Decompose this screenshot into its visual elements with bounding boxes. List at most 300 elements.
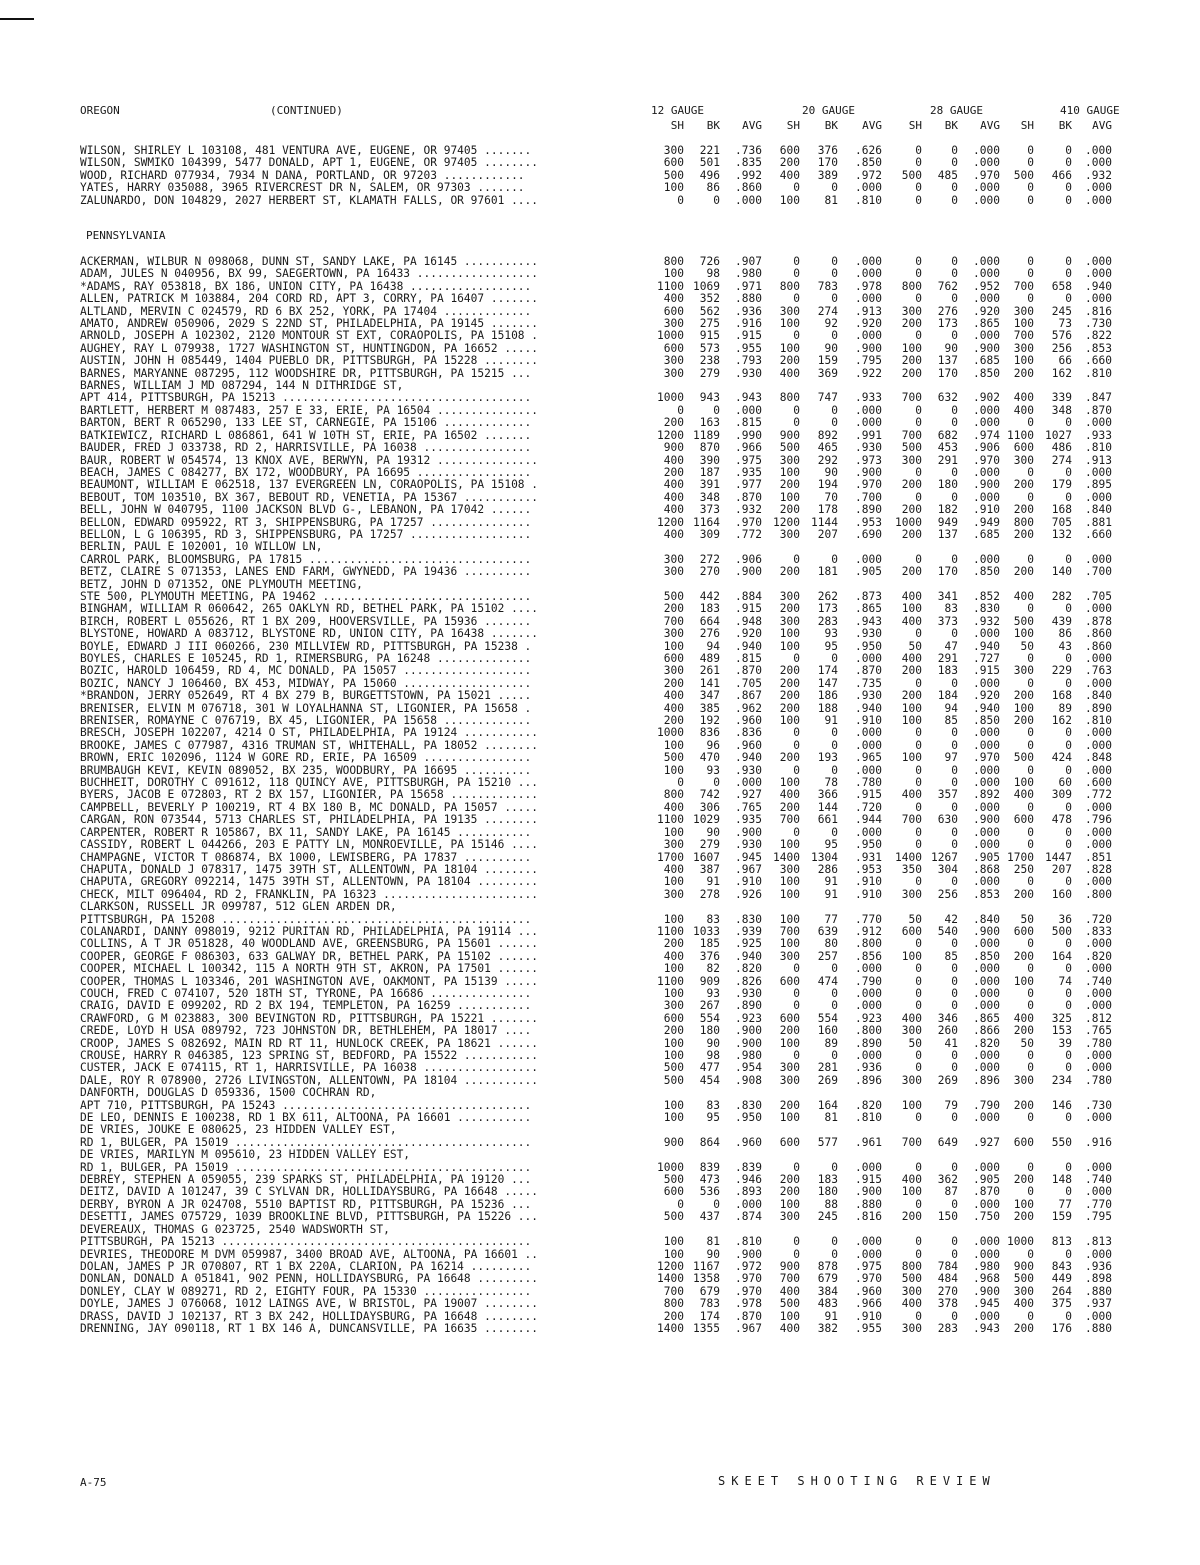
score-cell: 536	[699, 1186, 720, 1199]
shooter-entry: PITTSBURGH, PA 15208 ..............................................	[80, 913, 532, 926]
score-cell: 0	[1027, 1062, 1034, 1075]
score-cell: .000	[973, 293, 1000, 306]
score-cell: 836	[699, 727, 720, 740]
score-cell: 352	[699, 293, 720, 306]
score-cell: 200	[663, 1025, 684, 1038]
shooter-entry: COOPER, GEORGE F 086303, 633 GALWAY DR, BETHEL PARK, PA 15102 ......	[80, 950, 539, 963]
score-cell: .940	[1085, 280, 1112, 293]
score-cell: 141	[699, 677, 720, 690]
score-cell: 200	[663, 677, 684, 690]
score-cell: .930	[855, 442, 882, 455]
score-cell: .955	[855, 1322, 882, 1335]
score-cell: 0	[915, 975, 922, 988]
score-cell	[882, 1087, 922, 1099]
score-cell: 36	[1058, 913, 1072, 926]
score-cell: 200	[779, 1174, 800, 1187]
score-cell: .000	[973, 466, 1000, 479]
score-cell: 0	[793, 826, 800, 839]
score-cell: 200	[779, 690, 800, 703]
score-cell: 384	[817, 1285, 838, 1298]
score-cell: .952	[973, 280, 1000, 293]
score-cell: 1700	[657, 851, 684, 864]
score-cell: 180	[937, 479, 958, 492]
score-cell: 92	[824, 318, 838, 331]
score-cell: 0	[1027, 268, 1034, 281]
score-cell: 0	[915, 182, 922, 195]
score-cell: .868	[973, 863, 1000, 876]
score-cell: .902	[973, 392, 1000, 405]
score-cell: 300	[663, 355, 684, 368]
table-row	[80, 1149, 1112, 1161]
score-cell: .915	[973, 665, 1000, 678]
score-cell: .933	[1085, 429, 1112, 442]
score-cell: 100	[779, 888, 800, 901]
score-cell: .960	[855, 1285, 882, 1298]
score-cell: 0	[713, 404, 720, 417]
score-cell: .000	[973, 628, 1000, 641]
score-cell: 900	[779, 429, 800, 442]
score-cell: .730	[1085, 1099, 1112, 1112]
score-cell: 400	[779, 169, 800, 182]
table-row	[80, 876, 1112, 888]
score-cell	[838, 1124, 882, 1136]
score-cell	[720, 901, 762, 913]
score-cell: .000	[973, 417, 1000, 430]
score-cell: 148	[1051, 1174, 1072, 1187]
score-cell: .970	[973, 169, 1000, 182]
score-cell: 0	[1065, 1161, 1072, 1174]
state-heading: OREGON	[80, 104, 120, 117]
score-cell: .930	[735, 764, 762, 777]
score-cell: 0	[1065, 839, 1072, 852]
score-cell: 366	[817, 789, 838, 802]
shooter-entry: DE LEO, DENNIS E 100238, RD 1 BX 611, ALTOONA, PA 16601 ...........	[80, 1112, 532, 1125]
score-cell: 90	[944, 342, 958, 355]
score-cell: 400	[901, 590, 922, 603]
score-cell: .815	[735, 653, 762, 665]
score-cell: 200	[779, 702, 800, 715]
score-cell: 89	[824, 1037, 838, 1050]
score-cell: 1033	[693, 925, 720, 938]
score-cell: 200	[1013, 690, 1034, 703]
score-cell: 424	[1051, 752, 1072, 765]
score-cell: 1400	[895, 851, 922, 864]
table-row	[80, 1186, 1112, 1198]
score-cell: .974	[973, 429, 1000, 442]
score-cell: 0	[951, 1112, 958, 1125]
score-cell: 164	[1051, 950, 1072, 963]
score-cell: .690	[855, 528, 882, 541]
score-cell: .727	[973, 653, 1000, 665]
score-cell: 783	[817, 280, 838, 293]
table-row	[80, 703, 1112, 715]
shooter-entry: COLANARDI, DANNY 098019, 9212 PURITAN RD, PHILADELPHIA, PA 19114 ...	[80, 925, 539, 938]
score-cell: 400	[901, 615, 922, 628]
score-cell: 0	[1065, 826, 1072, 839]
score-cell: .000	[1085, 417, 1112, 430]
score-cell: 100	[1013, 702, 1034, 715]
score-cell: 449	[1051, 1273, 1072, 1286]
score-cell: 100	[663, 876, 684, 889]
score-cell: .980	[973, 1260, 1000, 1273]
score-cell: 286	[817, 863, 838, 876]
score-cell: 200	[1013, 528, 1034, 541]
score-cell: 742	[699, 789, 720, 802]
score-cell: 0	[831, 1161, 838, 1174]
score-cell: 0	[1065, 194, 1072, 207]
table-row	[80, 1286, 1112, 1298]
shooter-entry: BYERS, JACOB E 072803, RT 2 BX 157, LIGONIER, PA 15658 .............	[80, 789, 539, 802]
table-row	[80, 330, 1112, 342]
score-cell: 0	[1065, 1186, 1072, 1199]
score-cell: 473	[699, 1174, 720, 1187]
score-cell: .884	[735, 590, 762, 603]
score-cell: .937	[1085, 1298, 1112, 1311]
score-cell: 200	[663, 715, 684, 728]
score-cell: .000	[855, 404, 882, 417]
table-row	[80, 256, 1112, 268]
score-cell: 100	[901, 715, 922, 728]
table-row	[80, 430, 1112, 442]
score-cell: 1000	[657, 1161, 684, 1174]
score-cell: 50	[908, 1037, 922, 1050]
score-cell: .790	[855, 975, 882, 988]
score-cell: 0	[831, 826, 838, 839]
score-cell: .000	[1085, 1310, 1112, 1323]
score-cell: 300	[1013, 665, 1034, 678]
score-cell: 275	[699, 318, 720, 331]
score-cell: 0	[1065, 491, 1072, 504]
score-cell: .000	[1085, 801, 1112, 814]
shooter-entry: ARNOLD, JOSEPH A 102302, 2120 MONTOUR ST EXT, CORAOPOLIS, PA 15108 .	[80, 330, 539, 343]
score-cell: 100	[779, 466, 800, 479]
score-cell: 0	[1027, 1161, 1034, 1174]
score-cell: 0	[1065, 466, 1072, 479]
shooter-entry: COUCH, FRED C 074107, 520 18TH ST, TYRONE, PA 16686 ...............	[80, 987, 532, 1000]
score-cell: 0	[1065, 1062, 1072, 1075]
score-cell: .000	[973, 553, 1000, 566]
score-cell: 341	[937, 590, 958, 603]
score-cell: .000	[735, 1198, 762, 1211]
score-cell: 437	[699, 1211, 720, 1224]
score-cell: .920	[735, 628, 762, 641]
score-cell: .000	[1085, 1000, 1112, 1013]
table-row	[80, 1298, 1112, 1310]
score-cell: .815	[735, 417, 762, 430]
score-cell: .910	[973, 504, 1000, 517]
score-cell: .810	[1085, 367, 1112, 380]
score-cell: 86	[706, 182, 720, 195]
score-cell: 0	[915, 764, 922, 777]
score-cell: 474	[817, 975, 838, 988]
score-cell: 348	[1051, 404, 1072, 417]
score-cell: 400	[663, 479, 684, 492]
column-subheader: AVG	[980, 119, 1000, 132]
score-cell: .910	[735, 876, 762, 889]
score-cell: 600	[1013, 442, 1034, 455]
score-cell: .880	[1085, 1322, 1112, 1335]
score-cell: 348	[699, 491, 720, 504]
score-cell: 100	[901, 603, 922, 616]
score-cell: .896	[855, 1074, 882, 1087]
score-cell: 0	[793, 268, 800, 281]
score-cell: 147	[817, 677, 838, 690]
score-cell: 162	[1051, 715, 1072, 728]
score-cell: .905	[855, 566, 882, 579]
score-cell: 0	[793, 1236, 800, 1249]
score-cell: 100	[663, 987, 684, 1000]
score-cell	[922, 1224, 958, 1236]
shooter-entry: CRAWFORD, G M 023883, 300 BEVINGTON RD, PITTSBURGH, PA 15221 .......	[80, 1012, 539, 1025]
score-cell: .900	[973, 1285, 1000, 1298]
score-cell: 300	[663, 628, 684, 641]
table-row	[80, 715, 1112, 727]
score-cell: 200	[779, 752, 800, 765]
score-cell: .820	[855, 1099, 882, 1112]
score-cell: .000	[1085, 677, 1112, 690]
score-cell: 0	[713, 1198, 720, 1211]
score-cell: 540	[937, 925, 958, 938]
score-cell: 83	[706, 1099, 720, 1112]
score-cell: 500	[1013, 1273, 1034, 1286]
score-cell: 0	[951, 417, 958, 430]
score-cell: .853	[1085, 342, 1112, 355]
score-cell: .943	[855, 615, 882, 628]
score-cell: .900	[973, 814, 1000, 827]
score-cell: 0	[1027, 256, 1034, 268]
score-cell: 0	[915, 1248, 922, 1261]
score-cell: 300	[779, 863, 800, 876]
score-cell: .000	[973, 330, 1000, 343]
table-row	[80, 380, 1112, 392]
score-cell: 91	[824, 876, 838, 889]
score-cell: 100	[779, 777, 800, 790]
column-subheader: SH	[908, 119, 922, 132]
score-cell: 0	[793, 1000, 800, 1013]
shooter-entry: DESETTI, JAMES 075729, 1039 BROOKLINE BLVD, PITTSBURGH, PA 15226 ...	[80, 1211, 539, 1224]
score-cell: .943	[735, 392, 762, 405]
score-cell: 0	[831, 739, 838, 752]
score-cell: 900	[663, 442, 684, 455]
score-cell: 300	[901, 1074, 922, 1087]
score-cell: 137	[937, 528, 958, 541]
score-cell: .820	[1085, 950, 1112, 963]
score-cell: 600	[779, 1012, 800, 1025]
score-cell: 783	[699, 1298, 720, 1311]
score-cell: .000	[855, 417, 882, 430]
score-cell: 90	[706, 1037, 720, 1050]
score-cell: .660	[1085, 355, 1112, 368]
score-cell	[684, 901, 720, 913]
score-cell: 200	[901, 690, 922, 703]
score-cell: 0	[951, 1000, 958, 1013]
score-cell: 300	[779, 1211, 800, 1224]
score-cell: 800	[663, 256, 684, 268]
score-cell: 0	[1065, 182, 1072, 195]
score-cell: .822	[1085, 330, 1112, 343]
score-cell: 483	[817, 1298, 838, 1311]
score-cell: 89	[1058, 702, 1072, 715]
score-cell	[838, 541, 882, 553]
score-cell: .000	[973, 876, 1000, 889]
score-cell: 0	[951, 801, 958, 814]
score-cell: 300	[779, 305, 800, 318]
table-row	[80, 1013, 1112, 1025]
score-cell: .840	[1085, 504, 1112, 517]
score-cell: 100	[663, 913, 684, 926]
score-cell: 96	[706, 739, 720, 752]
score-cell: 47	[944, 640, 958, 653]
score-cell: .920	[855, 318, 882, 331]
score-cell: 0	[1027, 826, 1034, 839]
score-cell: 100	[663, 1112, 684, 1125]
score-cell: 0	[1027, 1248, 1034, 1261]
score-cell: .870	[1085, 404, 1112, 417]
score-cell: .881	[1085, 516, 1112, 529]
score-cell	[838, 579, 882, 591]
score-cell: .971	[735, 280, 762, 293]
score-cell: 0	[793, 417, 800, 430]
score-cell: 173	[817, 603, 838, 616]
score-cell: 0	[831, 404, 838, 417]
score-cell: .735	[855, 677, 882, 690]
score-cell: 400	[663, 801, 684, 814]
score-cell	[1034, 541, 1072, 553]
score-cell: .830	[735, 1099, 762, 1112]
score-cell: 0	[1027, 1310, 1034, 1323]
score-cell: .926	[735, 888, 762, 901]
score-cell: 86	[1058, 628, 1072, 641]
score-cell: 600	[663, 653, 684, 665]
score-cell: 0	[793, 293, 800, 306]
score-cell	[882, 1149, 922, 1161]
score-cell: 500	[663, 1074, 684, 1087]
score-cell: 0	[677, 1198, 684, 1211]
score-cell: 0	[951, 938, 958, 951]
score-cell	[644, 1124, 684, 1136]
score-cell: 439	[1051, 615, 1072, 628]
score-cell: .685	[973, 355, 1000, 368]
score-cell: .810	[855, 1112, 882, 1125]
score-cell: 269	[817, 1074, 838, 1087]
score-cell: 200	[1013, 1322, 1034, 1335]
score-cell: 100	[779, 628, 800, 641]
score-cell: 400	[663, 491, 684, 504]
score-cell	[684, 1124, 720, 1136]
score-cell: 0	[1027, 653, 1034, 665]
score-cell: .000	[1085, 653, 1112, 665]
score-cell: 200	[779, 1186, 800, 1199]
score-cell: 91	[824, 888, 838, 901]
score-cell: 0	[831, 1050, 838, 1062]
score-cell: 1447	[1045, 851, 1072, 864]
score-cell: 400	[1013, 789, 1034, 802]
shooter-entry: YATES, HARRY 035088, 3965 RIVERCREST DR N, SALEM, OR 97303 .......	[80, 182, 525, 195]
score-cell: .839	[735, 1161, 762, 1174]
top-rule	[0, 18, 34, 20]
score-cell: 168	[1051, 504, 1072, 517]
score-cell: 306	[699, 801, 720, 814]
score-cell: 0	[1065, 1248, 1072, 1261]
score-cell: .770	[1085, 1198, 1112, 1211]
score-cell: 300	[663, 665, 684, 678]
score-cell: 100	[663, 826, 684, 839]
shooter-entry: BETZ, JOHN D 071352, ONE PLYMOUTH MEETING,	[80, 578, 363, 591]
score-cell: 132	[1051, 528, 1072, 541]
score-cell: 0	[831, 987, 838, 1000]
score-cell: .900	[735, 566, 762, 579]
score-cell: .795	[1085, 1211, 1112, 1224]
score-cell: 500	[901, 169, 922, 182]
score-cell: 0	[1065, 417, 1072, 430]
score-cell: .916	[1085, 1136, 1112, 1149]
score-cell: .820	[735, 963, 762, 976]
score-cell	[958, 380, 1000, 392]
score-cell: 146	[1051, 1099, 1072, 1112]
score-cell: .932	[1085, 169, 1112, 182]
score-cell: 0	[793, 256, 800, 268]
shooter-entry: BARTON, BERT R 065290, 133 LEE ST, CARNEGIE, PA 15106 .............	[80, 417, 532, 430]
score-cell: 0	[915, 987, 922, 1000]
score-cell: 0	[1027, 839, 1034, 852]
score-cell	[1072, 1149, 1112, 1161]
score-cell	[1000, 1124, 1034, 1136]
score-cell: 477	[699, 1062, 720, 1075]
score-cell: 0	[915, 194, 922, 207]
score-cell: 292	[817, 454, 838, 467]
score-cell: .000	[855, 256, 882, 268]
score-cell: 300	[779, 615, 800, 628]
score-cell: 207	[817, 528, 838, 541]
table-row	[80, 306, 1112, 318]
table-row	[80, 293, 1112, 305]
score-cell: 272	[699, 553, 720, 566]
score-cell: .949	[973, 516, 1000, 529]
score-cell: 0	[1027, 1186, 1034, 1199]
score-cell: 1100	[657, 814, 684, 827]
score-cell	[644, 1224, 684, 1236]
score-cell: 500	[663, 1062, 684, 1075]
score-cell: 726	[699, 256, 720, 268]
score-cell: 264	[1051, 1285, 1072, 1298]
score-cell: 0	[1027, 677, 1034, 690]
score-cell: 0	[915, 330, 922, 343]
score-cell: 0	[793, 330, 800, 343]
score-cell: 600	[779, 975, 800, 988]
score-cell	[684, 380, 720, 392]
score-cell: 88	[824, 1198, 838, 1211]
table-row	[80, 665, 1112, 677]
score-cell: .970	[735, 1273, 762, 1286]
score-cell: 800	[663, 1298, 684, 1311]
score-cell: 389	[817, 169, 838, 182]
score-cell: 0	[1027, 1050, 1034, 1062]
table-row	[80, 392, 1112, 404]
score-cell: 0	[951, 1198, 958, 1211]
score-cell: 0	[915, 1236, 922, 1249]
score-cell: 664	[699, 615, 720, 628]
score-cell: 1100	[1007, 429, 1034, 442]
score-cell: 282	[1051, 590, 1072, 603]
table-row	[80, 852, 1112, 864]
score-cell	[958, 579, 1000, 591]
shooter-entry: DERBY, BYRON A JR 024708, 5510 BAPTIST RD, PITTSBURGH, PA 15236 ...	[80, 1198, 532, 1211]
score-cell: 496	[699, 169, 720, 182]
table-row	[80, 281, 1112, 293]
column-subheader: BK	[706, 119, 720, 132]
score-cell: .740	[1085, 1174, 1112, 1187]
score-cell: .966	[855, 1298, 882, 1311]
